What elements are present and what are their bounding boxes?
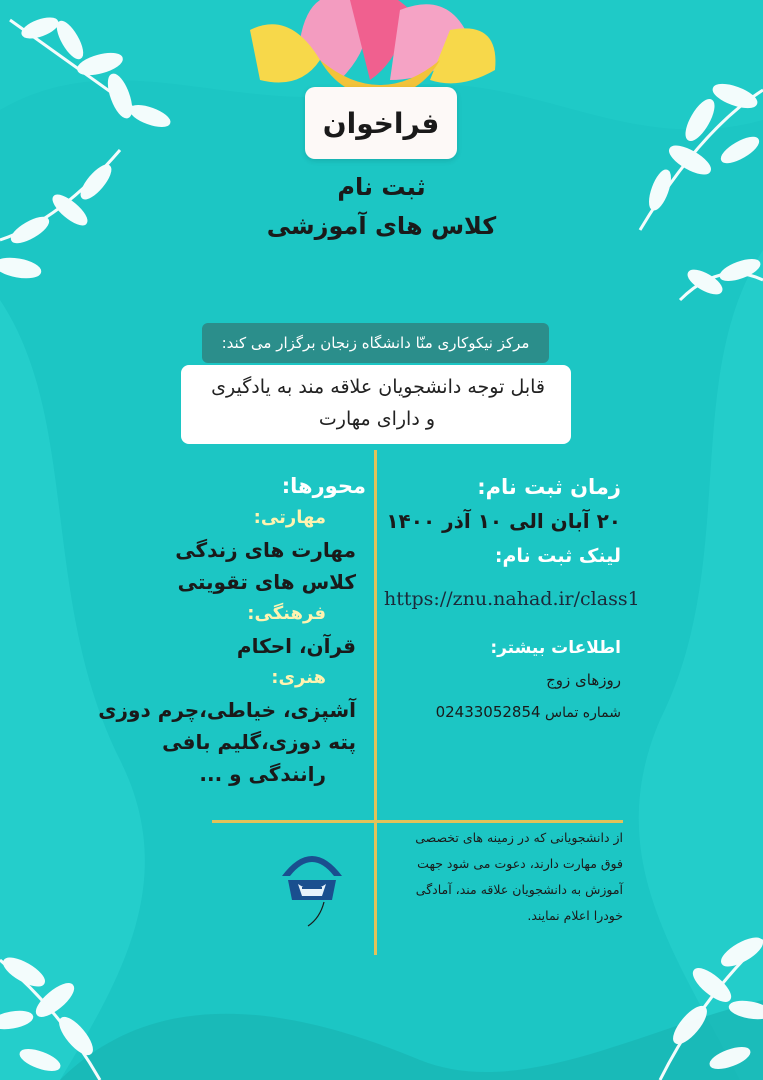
topics-section [26,470,366,790]
topics-heading: محورها: [281,474,366,498]
days-text: روزهای زوج [546,671,621,689]
volunteer-note [386,825,623,929]
skills-item-2: کلاس های تقویتی [177,570,356,594]
registration-link-heading: لینک ثبت نام: [494,545,621,567]
subtitle-classes: کلاس های آموزشی [266,212,497,240]
note-line-3: آموزش به دانشجویان علاقه مند، آمادگی [415,882,623,897]
registration-link[interactable]: https://znu.nahad.ir/class1 [384,588,640,610]
more-info-heading: اطلاعات بیشتر: [490,638,621,658]
phone-number: 02433052854 [435,703,541,721]
note-line-1: از دانشجویانی که در زمینه های تخصصی [415,830,623,845]
vertical-divider [374,450,377,955]
subtitle-registration: ثبت نام [337,173,426,201]
organizer-text: مرکز نیکوکاری منّا دانشگاه زنجان برگزار می کند: [221,334,530,352]
audience-line-1: قابل توجه دانشجویان علاقه مند به یادگیری [211,376,545,398]
art-item-1: آشپزی، خیاطی،چرم دوزی [98,698,356,722]
title-card [305,87,457,159]
note-line-2: فوق مهارت دارند، دعوت می شود جهت [417,856,623,871]
culture-heading: فرهنگی: [247,603,326,624]
phone-label: شماره تماس [545,705,621,721]
culture-item-1: قرآن، احکام [236,634,356,658]
registration-time-heading: زمان ثبت نام: [477,475,621,499]
phone-row [381,696,621,729]
skills-item-1: مهارت های زندگی [175,538,356,562]
audience-line-2: و دارای مهارت [318,408,435,430]
art-item-3: رانندگی و ... [199,762,326,786]
art-item-2: پته دوزی،گلیم بافی [162,730,356,754]
note-line-4: خودرا اعلام نمایند. [527,908,623,923]
horizontal-divider [212,820,623,823]
charity-center-logo-icon [262,836,362,936]
page-title: فراخوان [322,106,440,140]
skills-heading: مهارتی: [253,507,326,528]
registration-time-value: ۲۰ آبان الی ۱۰ آذر ۱۴۰۰ [386,509,621,533]
organizer-bar [202,323,549,363]
art-heading: هنری: [271,667,326,688]
audience-card [181,365,571,444]
